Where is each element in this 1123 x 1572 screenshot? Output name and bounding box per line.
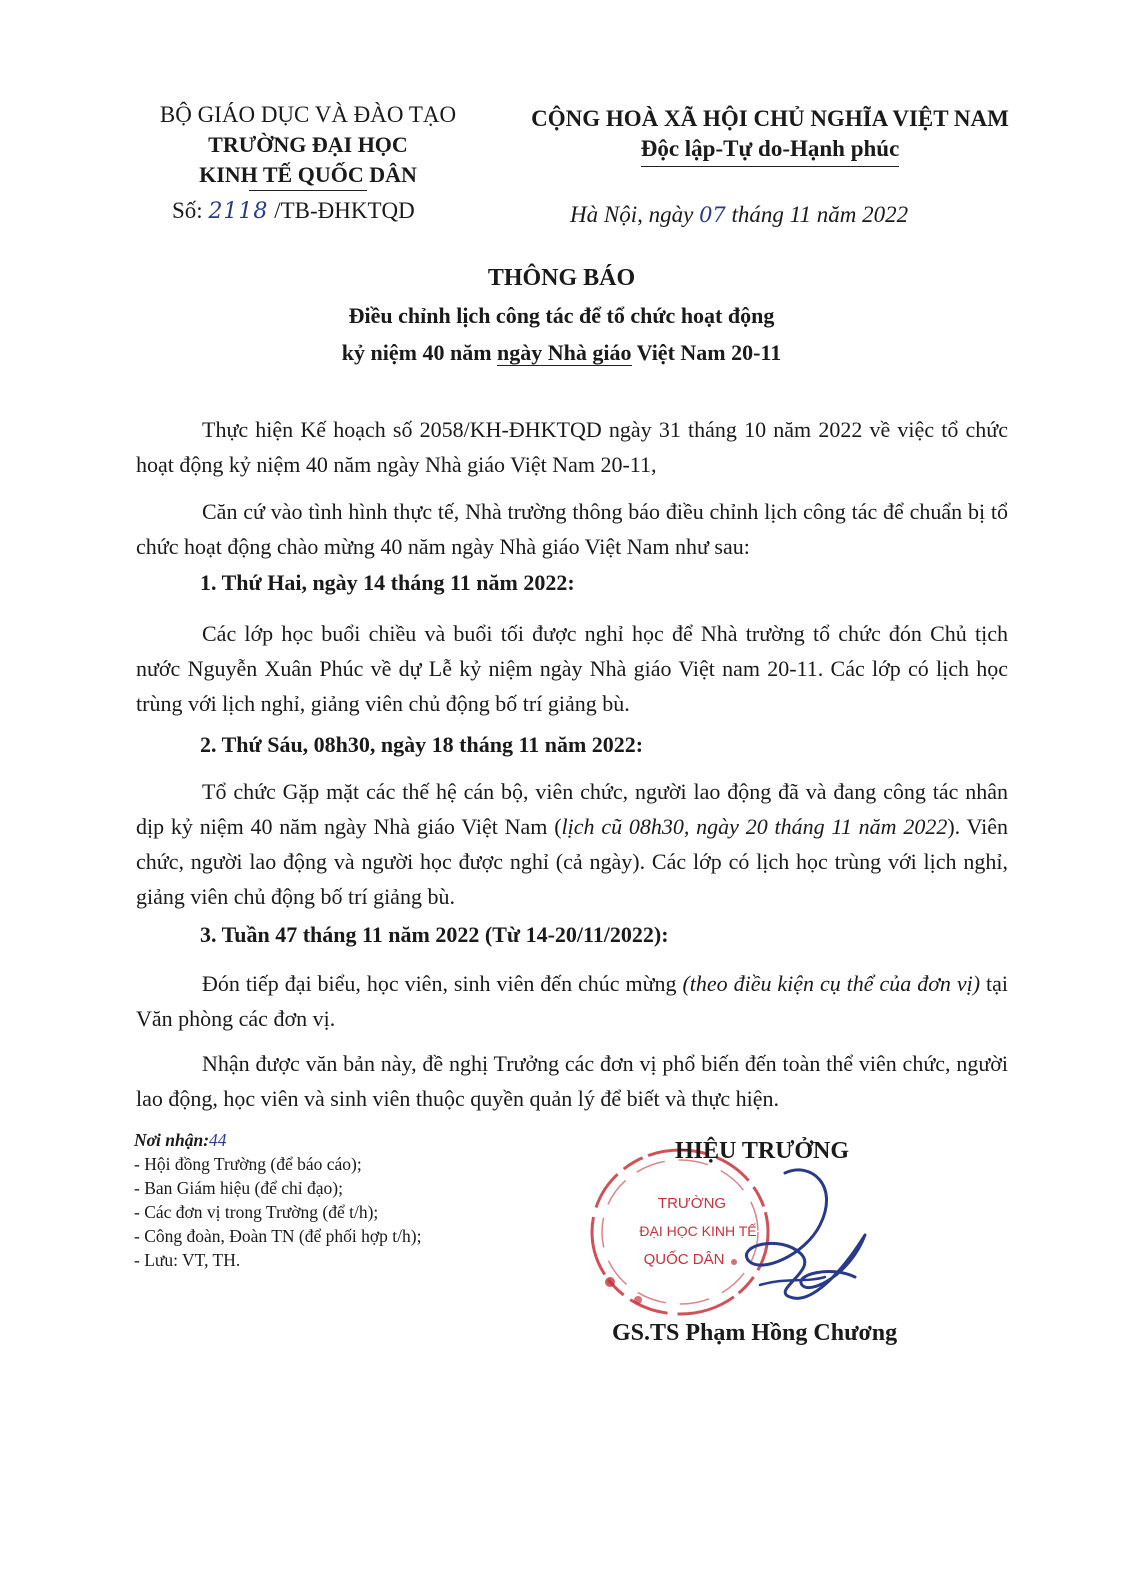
paragraph-5-text-a: Đón tiếp đại biểu, học viên, sinh viên đến chúc mừng	[202, 971, 683, 996]
issuer-block	[128, 100, 488, 191]
paragraph-6	[136, 1046, 1008, 1116]
paragraph-4-text-b: lịch cũ 08h30, ngày 20 tháng 11 năm 2022	[561, 814, 948, 839]
recipient-item: - Các đơn vị trong Trường (để t/h);	[134, 1202, 379, 1222]
subject-line2-a: kỷ niệm 40 năm	[341, 340, 498, 365]
university-name-line1: TRƯỜNG ĐẠI HỌC	[208, 132, 408, 157]
recipient-item: - Lưu: VT, TH.	[134, 1250, 241, 1270]
paragraph-5-text-b: (theo điều kiện cụ thể của đơn vị)	[682, 971, 981, 996]
university-name-line2: KINH TẾ QUỐC DÂN	[199, 162, 417, 187]
heading-3: 3. Tuần 47 tháng 11 năm 2022 (Từ 14-20/11/2022):	[200, 922, 669, 947]
paragraph-5	[136, 966, 1008, 1036]
recipients-count-handwritten: 44	[209, 1130, 227, 1150]
document-number	[172, 198, 415, 224]
recipient-item: - Ban Giám hiệu (để chỉ đạo);	[134, 1178, 343, 1198]
number-suffix: /TB-ĐHKTQD	[274, 198, 415, 223]
paragraph-6-text: Nhận được văn bản này, đề nghị Trưởng các đơn vị phổ biến đến toàn thể viên chức, người lao động, học viên và sinh viên thuộc quyền quản lý để biết và thực hiện.	[136, 1051, 1008, 1111]
date-day-handwritten: 07	[699, 203, 726, 227]
recipient-item: - Công đoàn, Đoàn TN (để phối hợp t/h);	[134, 1226, 422, 1246]
issue-date	[570, 202, 908, 228]
subject-line2-b: ngày Nhà giáo	[497, 340, 632, 365]
paragraph-3	[136, 616, 1008, 721]
signer-title: HIỆU TRƯỞNG	[675, 1138, 850, 1164]
stamp-line-2: ĐẠI HỌC KINH TẾ	[639, 1223, 757, 1239]
issuer-underline	[249, 190, 367, 191]
recipient-item: - Hội đồng Trường (để báo cáo);	[134, 1154, 362, 1174]
paragraph-3-text: Các lớp học buổi chiều và buổi tối được nghỉ học để Nhà trường tổ chức đón Chủ tịch nước Nguyễn Xuân Phúc về dự Lễ kỷ niệm ngày Nhà giáo Việt nam 20-11. Các lớp có lịch học trùng với lịch nghỉ, giảng viên chủ động bố trí giảng bù.	[136, 621, 1008, 716]
stamp-line-3: QUỐC DÂN	[643, 1251, 725, 1268]
heading-1: 1. Thứ Hai, ngày 14 tháng 11 năm 2022:	[200, 570, 575, 595]
national-header	[520, 104, 1020, 167]
subject-line1: Điều chỉnh lịch công tác để tổ chức hoạt động	[348, 303, 775, 328]
country-name: CỘNG HOÀ XÃ HỘI CHỦ NGHĨA VIỆT NAM	[531, 106, 1009, 131]
ministry-name: BỘ GIÁO DỤC VÀ ĐÀO TẠO	[159, 102, 457, 127]
heading-2: 2. Thứ Sáu, 08h30, ngày 18 tháng 11 năm 2022:	[200, 732, 644, 757]
subject-line2-c: Việt Nam 20-11	[631, 340, 782, 365]
subject-line2	[0, 340, 1123, 366]
date-prefix: Hà Nội, ngày	[570, 202, 694, 227]
date-suffix: tháng 11 năm 2022	[731, 202, 909, 227]
stamp-line-1: TRƯỜNG	[657, 1195, 727, 1212]
recipients-block	[134, 1128, 421, 1272]
national-motto: Độc lập-Tự do-Hạnh phúc	[641, 134, 900, 167]
paragraph-2	[136, 494, 1008, 564]
number-prefix: Số:	[172, 198, 203, 223]
number-handwritten: 2118	[208, 199, 269, 224]
signer-name: GS.TS Phạm Hồng Chương	[612, 1320, 898, 1346]
paragraph-1	[136, 412, 1008, 482]
paragraph-5-text-c: tại Văn phòng các đơn vị.	[136, 971, 1009, 1031]
recipients-label-text: Nơi nhận:	[134, 1130, 210, 1150]
paragraph-1-text: Thực hiện Kế hoạch số 2058/KH-ĐHKTQD ngày 31 tháng 10 năm 2022 về việc tổ chức hoạt động kỷ niệm 40 năm ngày Nhà giáo Việt Nam 20-11,	[136, 417, 1008, 477]
paragraph-4-text-a: Tổ chức Gặp mặt các thế hệ cán bộ, viên chức, người lao động đã và đang công tác nhân dịp kỷ niệm 40 năm ngày Nhà giáo Việt Nam (	[136, 779, 1008, 839]
handwritten-signature	[690, 1165, 890, 1315]
paragraph-4-text-c: ). Viên chức, người lao động và người học được nghỉ (cả ngày). Các lớp có lịch học trùng với lịch nghỉ, giảng viên chủ động bố trí giảng bù.	[136, 814, 1009, 909]
recipients-label	[134, 1128, 421, 1152]
paragraph-2-text: Căn cứ vào tình hình thực tế, Nhà trường thông báo điều chỉnh lịch công tác để chuẩn bị tổ chức hoạt động chào mừng 40 năm ngày Nhà giáo Việt Nam như sau:	[136, 499, 1008, 559]
document-type: THÔNG BÁO	[487, 265, 636, 291]
paragraph-4	[136, 774, 1008, 914]
